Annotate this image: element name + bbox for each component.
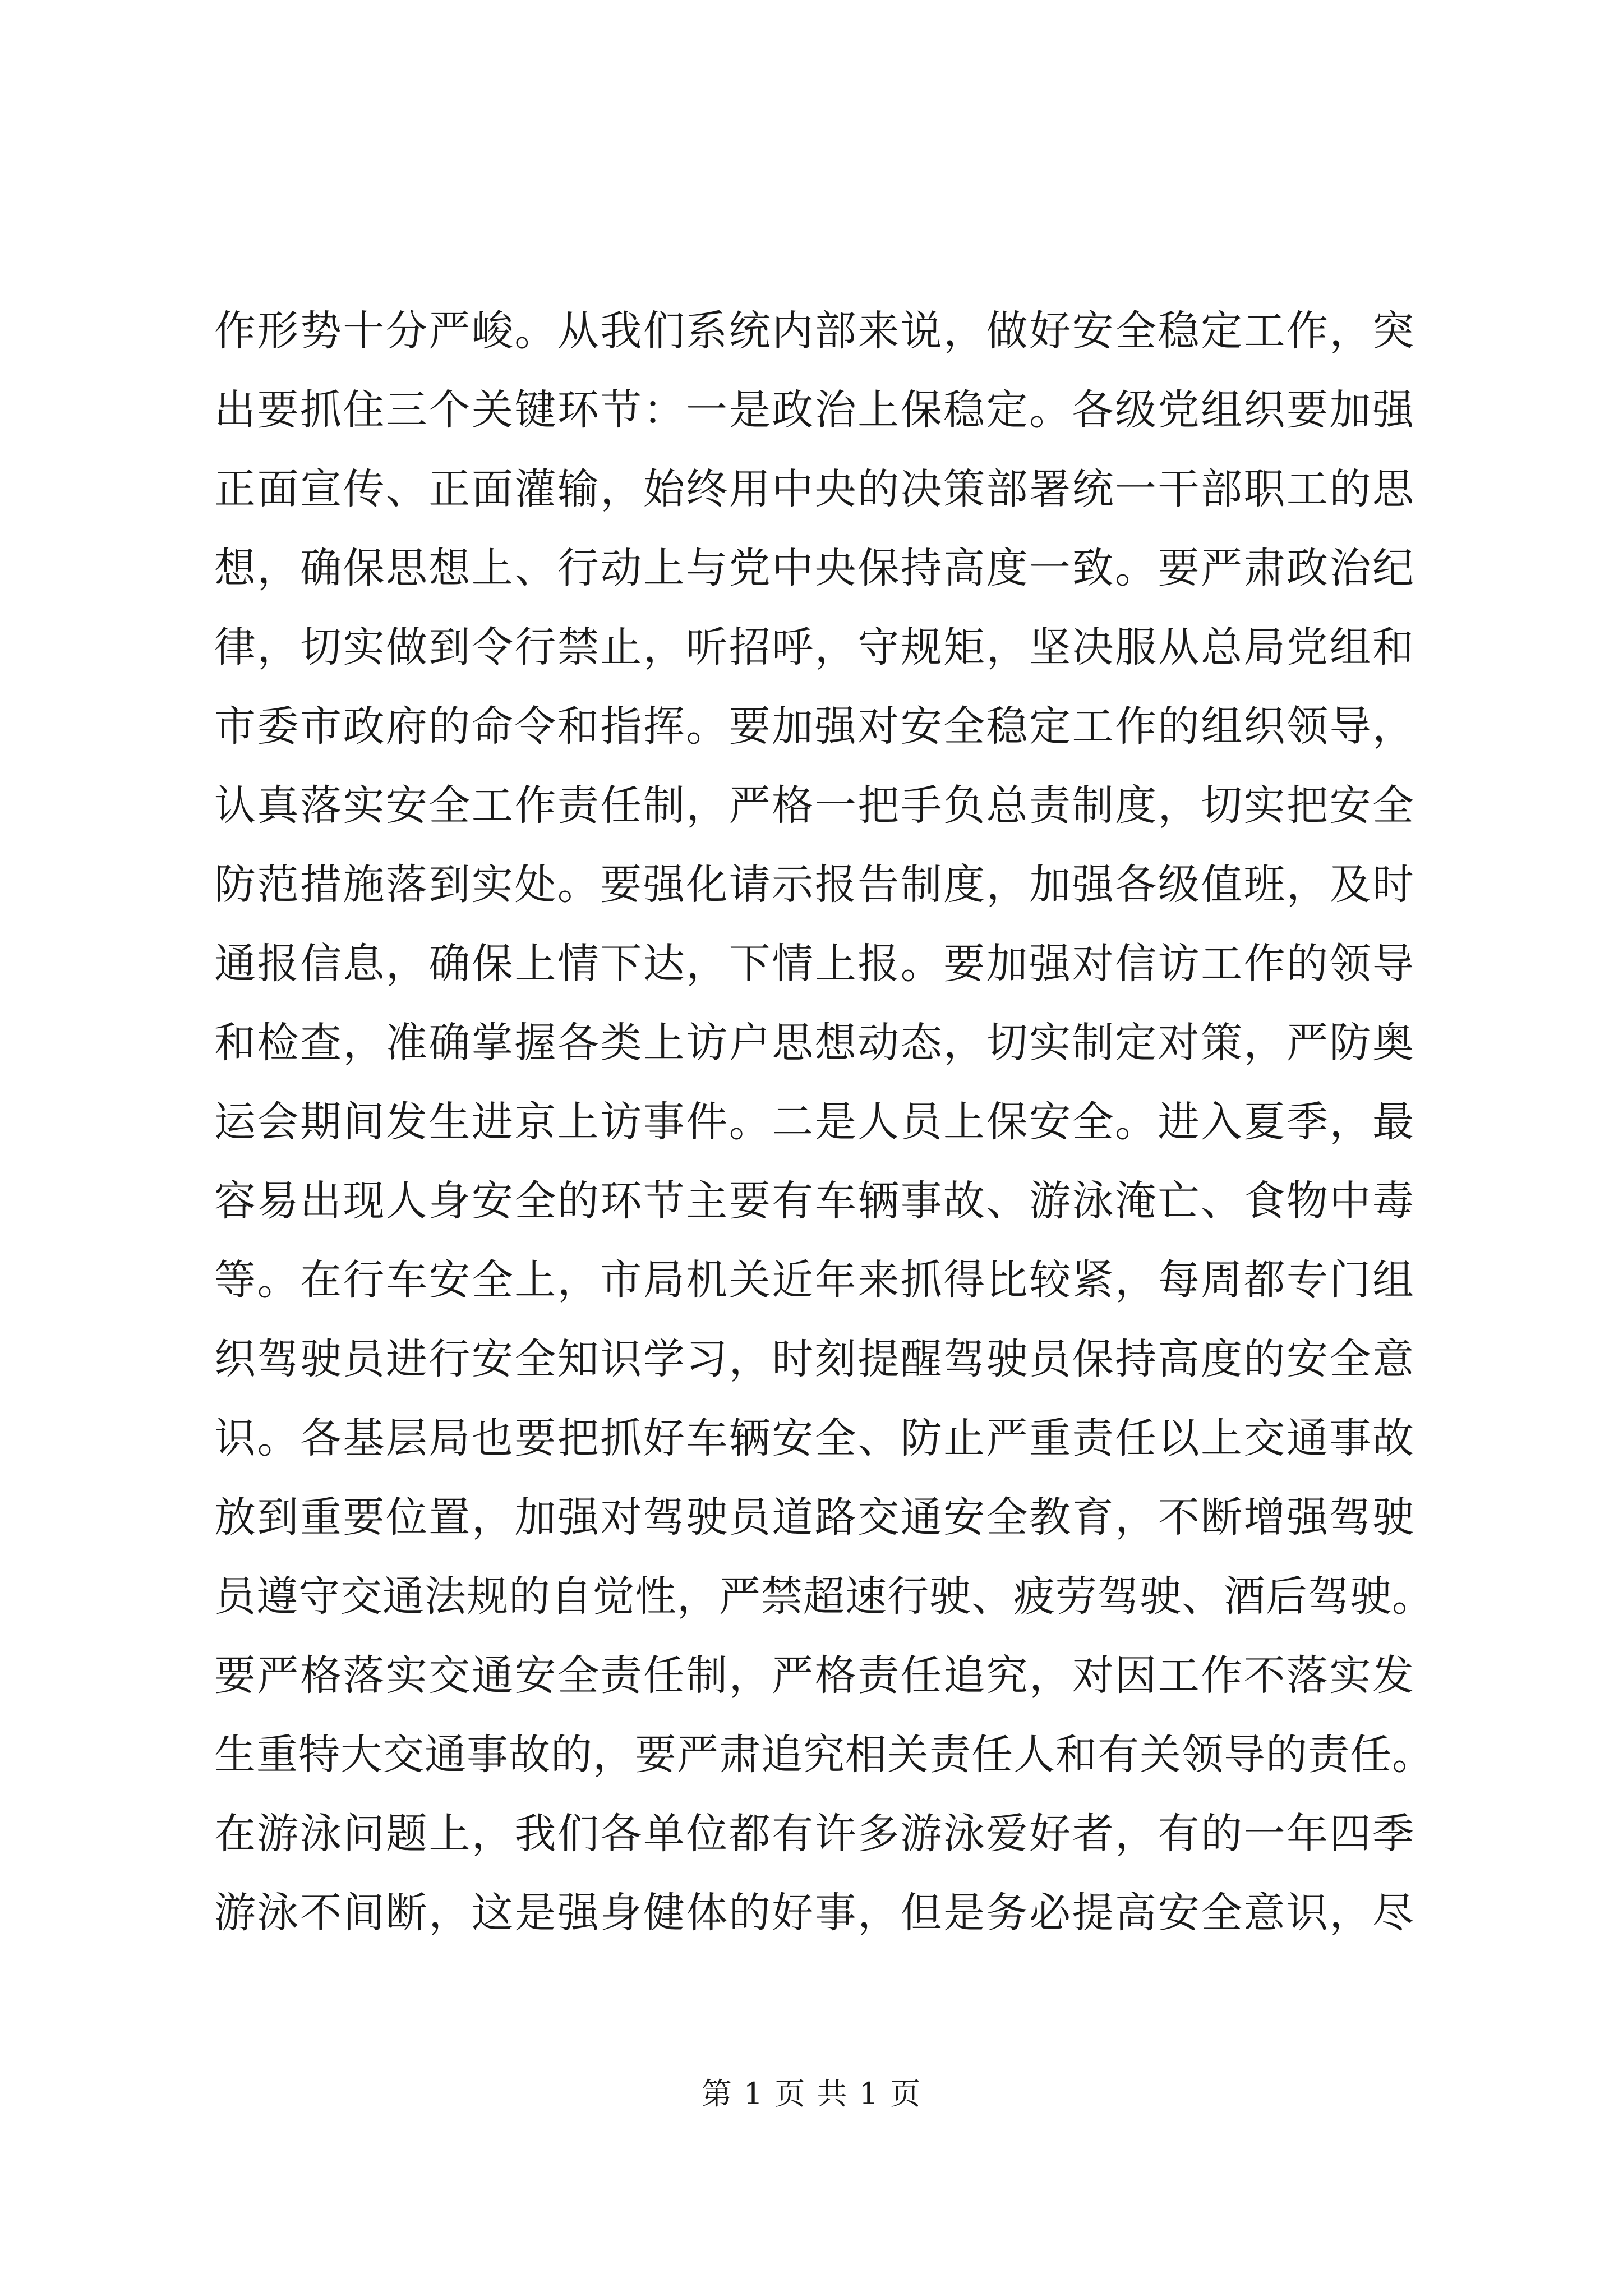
text-line: 放到重要位置，加强对驾驶员道路交通安全教育，不断增强驾驶 — [214, 1493, 1414, 1542]
text-line: 防范措施落到实处。要强化请示报告制度，加强各级值班，及时 — [214, 861, 1414, 909]
text-line: 识。各基层局也要把抓好车辆安全、防止严重责任以上交通事故 — [214, 1414, 1414, 1462]
text-line: 通报信息，确保上情下达，下情上报。要加强对信访工作的领导 — [214, 940, 1414, 988]
text-line: 要严格落实交通安全责任制，严格责任追究，对因工作不落实发 — [214, 1651, 1414, 1700]
text-line: 想，确保思想上、行动上与党中央保持高度一致。要严肃政治纪 — [214, 544, 1414, 592]
text-line: 织驾驶员进行安全知识学习，时刻提醒驾驶员保持高度的安全意 — [214, 1335, 1414, 1383]
page-number-footer: 第 1 页 共 1 页 — [701, 2076, 922, 2111]
text-line: 正面宣传、正面灌输，始终用中央的决策部署统一干部职工的思 — [214, 465, 1414, 513]
text-line: 认真落实安全工作责任制，严格一把手负总责制度，切实把安全 — [214, 781, 1414, 830]
text-line: 生重特大交通事故的，要严肃追究相关责任人和有关领导的责任。 — [214, 1731, 1434, 1779]
text-line: 和检查，准确掌握各类上访户思想动态，切实制定对策，严防奥 — [214, 1019, 1414, 1067]
text-line: 出要抓住三个关键环节：一是政治上保稳定。各级党组织要加强 — [214, 386, 1414, 434]
body-text — [214, 292, 1434, 1953]
text-line: 运会期间发生进京上访事件。二是人员上保安全。进入夏季，最 — [214, 1098, 1414, 1146]
text-line: 在游泳问题上，我们各单位都有许多游泳爱好者，有的一年四季 — [214, 1810, 1414, 1858]
text-line: 员遵守交通法规的自觉性，严禁超速行驶、疲劳驾驶、酒后驾驶。 — [214, 1572, 1434, 1621]
text-line: 等。在行车安全上，市局机关近年来抓得比较紧，每周都专门组 — [214, 1256, 1414, 1304]
text-line: 律，切实做到令行禁止，听招呼，守规矩，坚决服从总局党组和 — [214, 623, 1414, 671]
text-line: 作形势十分严峻。从我们系统内部来说，做好安全稳定工作，突 — [214, 307, 1414, 355]
text-line: 市委市政府的命令和指挥。要加强对安全稳定工作的组织领导， — [214, 702, 1414, 751]
text-line: 容易出现人身安全的环节主要有车辆事故、游泳淹亡、食物中毒 — [214, 1177, 1414, 1225]
text-line: 游泳不间断，这是强身健体的好事，但是务必提高安全意识，尽 — [214, 1889, 1414, 1937]
